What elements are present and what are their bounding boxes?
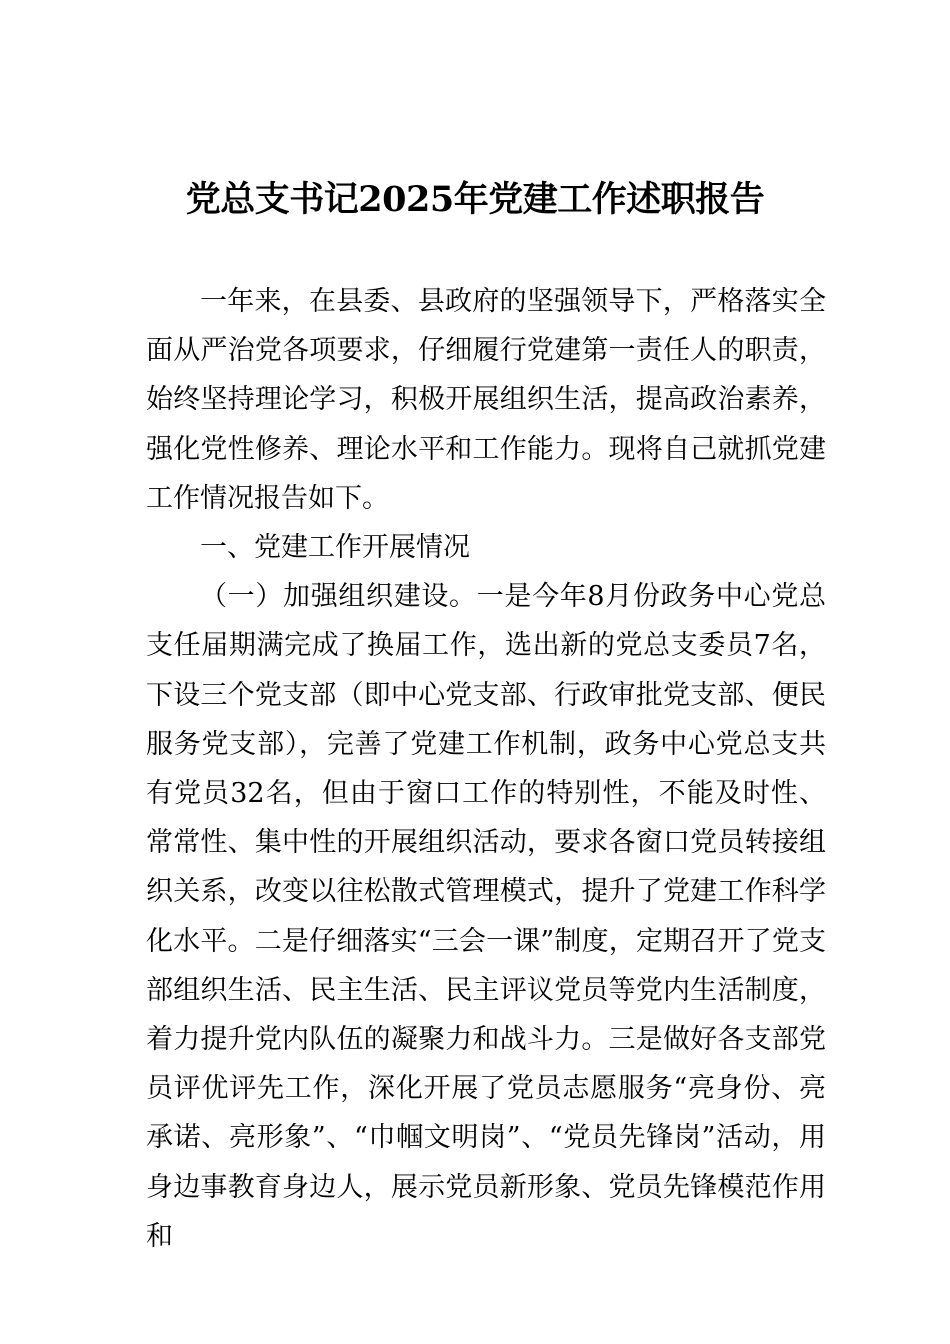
body-paragraph: （一）加强组织建设。一是今年8月份政务中心党总支任届期满完成了换届工作，选出新的党总支委员7名，下设三个党支部（即中心党支部、行政审批党支部、便民服务党支部），完善了党建工作机制，政务中心党总支共有党员32名，但由于窗口工作的特别性，不能及时性、常常性、集中性的开展组织活动，要求各窗口党员转接组织关系，改变以往松散式管理模式，提升了党建工作科学化水平。二是仔细落实“三会一课”制度，定期召开了党支部组织生活、民主生活、民主评议党员等党内生活制度，着力提升党内队伍的凝聚力和战斗力。三是做好各支部党员评优评先工作，深化开展了党员志愿服务“亮身份、亮承诺、亮形象”、“巾帼文明岗”、“党员先锋岗”活动，用身边事教育身边人，展示党员新形象、党员先锋模范作用和 [146,581,826,1252]
document-body [146,277,826,1261]
section-heading: 一、党建工作开展情况 [200,532,470,564]
intro-paragraph: 一年来，在县委、县政府的坚强领导下，严格落实全面从严治党各项要求，仔细履行党建第一责任人的职责，始终坚持理论学习，积极开展组织生活，提高政治素养，强化党性修养、理论水平和工作能力。现将自己就抓党建工作情况报告如下。 [146,286,826,514]
document-title: 党总支书记2025年党建工作述职报告 [185,179,765,220]
